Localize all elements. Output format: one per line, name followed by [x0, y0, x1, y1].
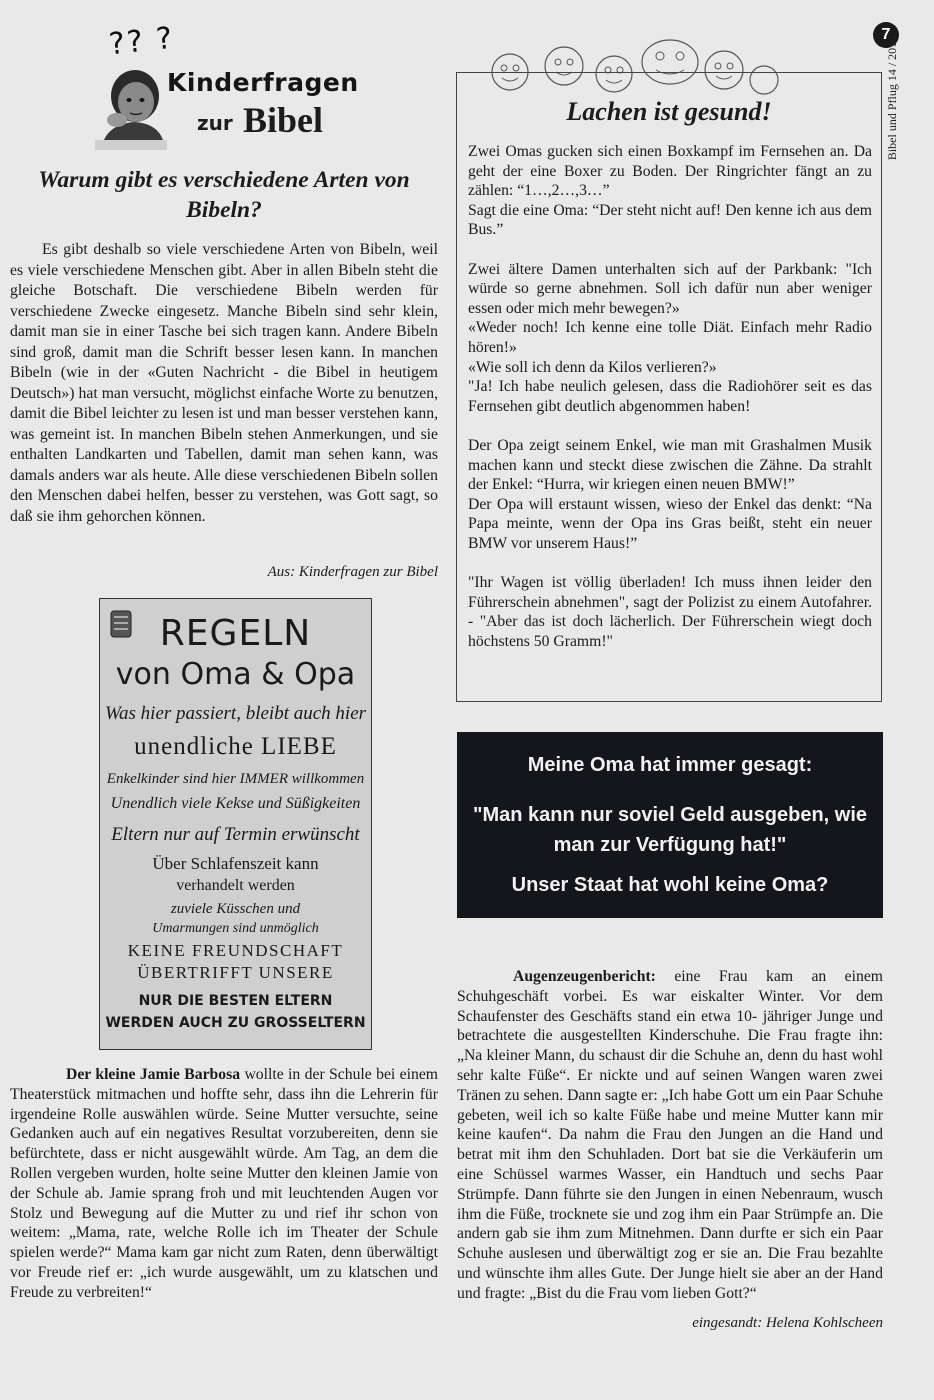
poster-line: unendliche LIEBE [134, 733, 337, 760]
joke-text: Der Opa zeigt seinem Enkel, wie man mit Grashalmen Musik machen kann und steckt diese zwischen die Zähne. Da strahlt der Enkel: “Hurra, wir kriegen einen neuen BMW!” [468, 436, 872, 494]
bible-article-source: Aus: Kinderfragen zur Bibel [267, 564, 438, 580]
banner-line-1: Meine Oma hat immer gesagt: [527, 754, 813, 776]
poster-line: REGELN [159, 613, 312, 654]
banner-line-2: "Man kann nur soviel Geld ausgeben, wie man zur Verfügung hat!" [472, 804, 868, 856]
eyewitness-signature: eingesandt: Helena Kohlscheen [692, 1315, 883, 1331]
joke-text: Sagt die eine Oma: “Der steht nicht auf! Den kenne ich aus dem Bus.” [468, 201, 872, 239]
poster-line: zuviele Küsschen und [170, 901, 301, 917]
jamie-story-body: wollte in der Schule bei einem Theaterstück mitmachen und hoffte sehr, dass ihn die Lehrerin für irgendeine Rolle auswählen würde. Seine Mutter versuchte, seine Gedanken auch auf ein negatives Resultat vorzubereiten, denn sie befürchtete, dass er nicht ausgewählt würde. Am Tag, an dem die Rollen vergeben wurden, holte seine Mutter den kleinen Jamie von der Schule ab. Jamie sprang froh und mit leuchtenden Augen vor Stolz und Bewegung auf die Mutter zu und rief ihr schon von weitem: „Mama, rate, welche Rolle ich im Theater der Schule spielen werde?“ Mama kam gar nicht zum Raten, denn überwältigt vor Freude rief er: „ich wurde ausgewählt, um zu klatschen und Freude zu verbreiten!“ [10, 1066, 438, 1301]
joke-text: "Ihr Wagen ist völlig überladen! Ich muss ihnen leider den Führerschein abnehmen", sagt der Polizist zu einem Autofahrer. - "Aber das ist doch lächerlich. Der Führerschein wiegt doch höchstens 50 Gramm!" [468, 574, 872, 650]
eyewitness-story [457, 967, 883, 1304]
jamie-story [10, 1065, 438, 1303]
oma-quote-banner [457, 732, 883, 918]
issue-label-vertical: Bibel und Pflug 14 / 2016 [885, 35, 899, 161]
jokes-title: Lachen ist gesund! [566, 97, 772, 126]
joke-text: «Wie soll ich denn da Kilos verlieren?» [468, 358, 717, 376]
bible-article-body [10, 240, 438, 527]
poster-line: ÜBERTRIFFT UNSERE [137, 963, 334, 982]
eyewitness-body: eine Frau kam an einem Schuhgeschäft vorbei. Es war eiskalter Winter. Vor dem Schaufenster des Geschäfts stand ein etwa 10- jähriger Junge und betrachtete die ausgestellten Kinderschuhe. Die Frau fragte ihn: „Na kleiner Mann, du schaust dir die Schuhe an, denn du hast wohl sehr kalte Füße“. Er nickte und auf seinen Wangen waren zwei Tränen zu sehen. Dann sagte er: „Ich habe Gott um ein Paar Schuhe gebeten, weil ich so kalte Füße habe und meine Mutter kann mir keine kaufen“. Da nahm die Frau den Jungen an die Hand und betrat mit ihm den Schuhladen. Dort bat sie die Verkäuferin um eine Schüssel warmes Wasser, ein Handtuch und sechs Paar Strümpfe. Dann führte sie den Jungen in einen Nebenraum, wusch ihm die Füße, trocknete sie und zog ihm ein Paar Strümpfe an. Die andern gab sie ihm zum Mitnehmen. Dann durfte er sich ein Paar Schuhe auslesen und überwältigt zog er sie an. Die Frau bezahlte und wünschte ihm alles Gute. Der Junge hielt sie aber an der Hand und fragte: „Bist du die Frau vom lieben Gott?“ [457, 968, 883, 1302]
poster-line: Über Schlafenszeit kann [152, 854, 319, 873]
kinderfragen-logo [95, 22, 365, 157]
poster-line: von Oma & Opa [115, 657, 356, 692]
logo-kinderfragen: Kinderfragen [167, 68, 359, 97]
joke-text: «Weder noch! Ich kenne eine tolle Diät. Einfach mehr Radio hören!» [468, 319, 872, 356]
thinking-boy-illustration [95, 60, 167, 150]
bible-article-title: Warum gibt es verschiedene Arten von Bibeln? [38, 167, 410, 223]
question-marks: ?? ? [107, 20, 176, 63]
eyewitness-paragraph [457, 967, 883, 1304]
eyewitness-lead: Augenzeugenbericht: [513, 968, 656, 985]
poster-line: Enkelkinder sind hier IMMER willkommen [106, 771, 365, 787]
joke-text: "Ja! Ich habe neulich gelesen, dass die Radiohörer seit es das Fernsehen gibt deutlich abgenommen haben! [468, 378, 872, 415]
jamie-story-lead: Der kleine Jamie Barbosa [66, 1066, 241, 1083]
jokes-list [468, 142, 872, 651]
page-number-badge: 7 [873, 22, 899, 48]
poster-line: NUR DIE BESTEN ELTERN [138, 993, 333, 1009]
grandparents-rules-poster [99, 598, 372, 1050]
poster-line: Umarmungen sind unmöglich [152, 921, 319, 936]
banner-line-3: Unser Staat hat wohl keine Oma? [511, 874, 829, 896]
poster-line: WERDEN AUCH ZU GROSSELTERN [105, 1015, 366, 1031]
jamie-story-paragraph [10, 1065, 438, 1303]
logo-zur: zur [197, 111, 233, 135]
poster-line: verhandelt werden [176, 877, 295, 894]
poster-line: Was hier passiert, bleibt auch hier [104, 703, 367, 724]
bible-article-paragraph: Es gibt deshalb so viele verschiedene Arten von Bibeln, weil es viele verschiedene Menschen gibt. Aber in allen Bibeln steht die gleiche Botschaft. Die verschiedene Bibeln werden für verschiedene Zwecke eingesetz. Manche Bibeln sind sehr klein, damit man sie in einer Tasche bei sich tragen kann. Andere Bibeln sind groß, damit man die Schrift besser lesen kann. In manchen Bibeln (wie in der «Guten Nachricht - die Bibel in heutigem Deutsch») hat man versucht, möglichst einfache Worte zu benutzen, damit die Bibel leichter zu lesen ist und man besser verstehen kann, was gemeint ist. In manchen Bibeln stehen Anmerkungen, und sie enthalten Landkarten und Tabellen, damit man sehen kann, was damals anders war als heute. Alle diese verschiedenen Bibeln sollen den Menschen dabei helfen, besser zu verstehen, was Gott sagt, so daß sie ihm gehorchen können. [10, 241, 438, 525]
poster-line: Unendlich viele Kekse und Süßigkeiten [110, 795, 361, 812]
logo-bibel: Bibel [243, 100, 324, 140]
joke-text: Der Opa will erstaunt wissen, wieso der Enkel das denkt: “Na Papa meinte, wenn der Opa ins Gras beißt, steht ein neuer BMW vor unserem Haus!” [468, 495, 872, 552]
poster-line: Eltern nur auf Termin erwünscht [111, 824, 360, 845]
joke-text: Zwei Omas gucken sich einen Boxkampf im Fernsehen an. Da geht der eine Boxer zu Boden. Der Ringrichter fängt an zu zählen: “1…,2…,3…” [468, 143, 872, 200]
joke-text: Zwei ältere Damen unterhalten sich auf der Parkbank: "Ich würde so gerne abnehmen. Soll ich dafür nun aber weniger essen oder mich mehr bewegen?» [468, 260, 872, 317]
poster-line: KEINE FREUNDSCHAFT [127, 941, 344, 960]
